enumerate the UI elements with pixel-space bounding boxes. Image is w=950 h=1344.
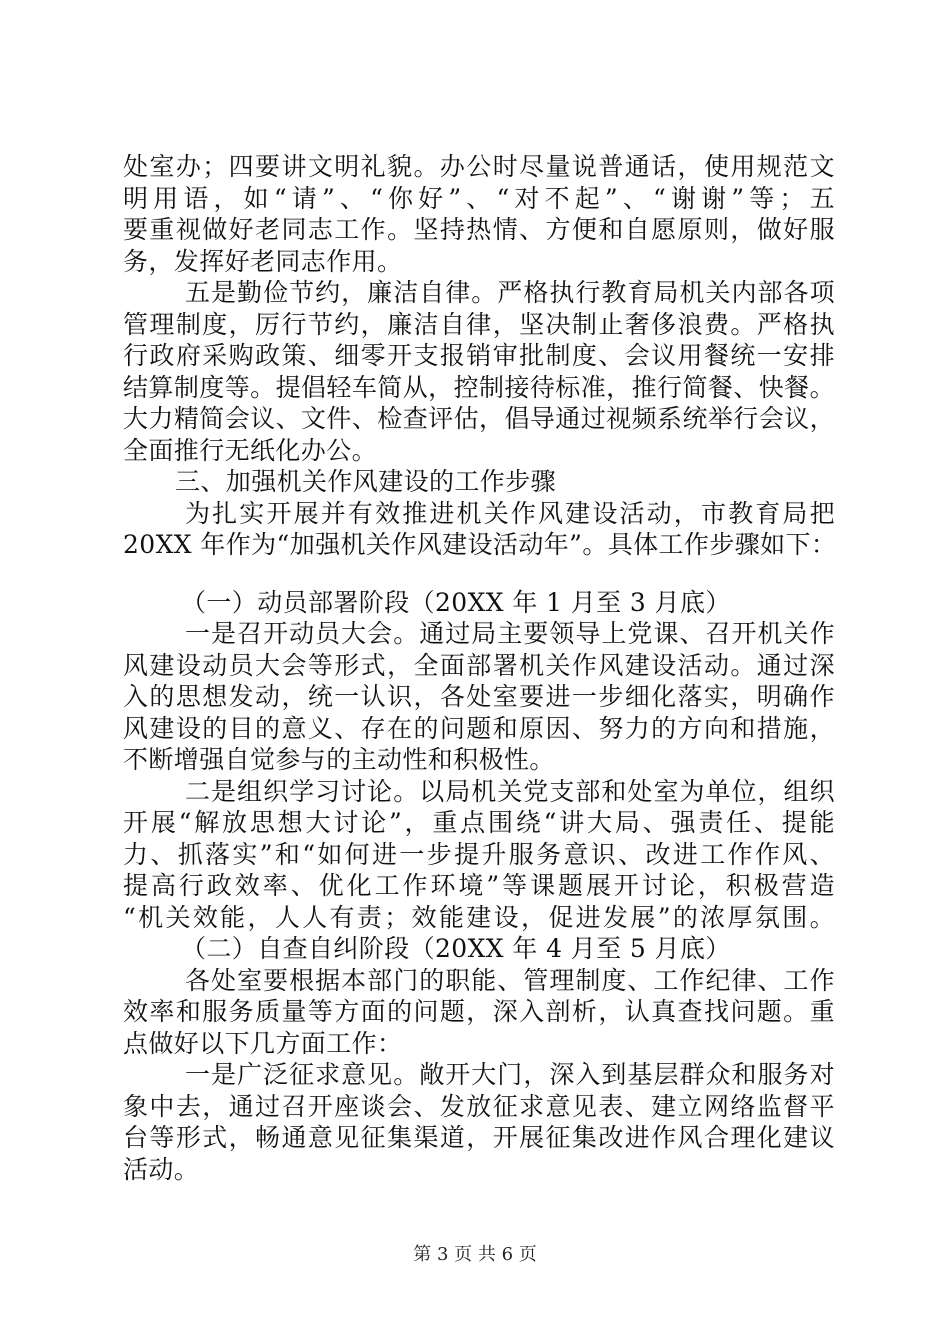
- text-line: 处室办；四要讲文明礼貌。办公时尽量说普通话，使用规范文: [123, 152, 835, 181]
- text-line: 结算制度等。提倡轻车简从，控制接待标准，推行简餐、快餐。: [123, 372, 835, 402]
- text-line: 象中去，通过召开座谈会、发放征求意见表、建立网络监督平: [123, 1091, 835, 1121]
- text-line: 明用语，如“请”、“你好”、“对不起”、“谢谢”等；五: [123, 183, 835, 213]
- text-line: 为扎实开展并有效推进机关作风建设活动，市教育局把: [185, 498, 835, 528]
- text-line: 大力精简会议、文件、检查评估，倡导通过视频系统举行会议，: [123, 404, 835, 433]
- text-line: 开展“解放思想大讨论”，重点围绕“讲大局、强责任、提能: [123, 808, 835, 837]
- text-line: 务，发挥好老同志作用。: [123, 246, 403, 276]
- text-line: 入的思想发动，统一认识，各处室要进一步细化落实，明确作: [123, 682, 835, 711]
- text-line: 一是广泛征求意见。敞开大门，深入到基层群众和服务对: [185, 1060, 835, 1089]
- subsection-heading: （一）动员部署阶段（20XX 年 1 月至 3 月底）: [181, 587, 731, 617]
- paragraph-gap: [123, 561, 835, 587]
- text-line: 力、抓落实”和“如何进一步提升服务意识、改进工作作风、: [123, 839, 835, 869]
- text-line: 活动。: [123, 1154, 200, 1184]
- section-heading: 三、加强机关作风建设的工作步骤: [175, 467, 557, 496]
- text-line: 20XX 年作为“加强机关作风建设活动年”。具体工作步骤如下：: [123, 530, 837, 559]
- text-line: 二是组织学习讨论。以局机关党支部和处室为单位，组织: [185, 776, 835, 806]
- page-number-footer: 第 3 页 共 6 页: [413, 1244, 537, 1265]
- text-line: 台等形式，畅通意见征集渠道，开展征集改进作风合理化建议: [123, 1123, 835, 1152]
- text-line: 点做好以下几方面工作：: [123, 1028, 403, 1058]
- text-line: “机关效能，人人有责；效能建设，促进发展”的浓厚氛围。: [123, 902, 835, 932]
- text-line: 不断增强自觉参与的主动性和积极性。: [123, 745, 555, 774]
- text-line: 效率和服务质量等方面的问题，深入剖析，认真查找问题。重: [123, 997, 835, 1026]
- text-line: 管理制度，厉行节约，廉洁自律，坚决制止奢侈浪费。严格执: [123, 309, 835, 339]
- text-line: 全面推行无纸化办公。: [123, 435, 378, 465]
- text-line: 五是勤俭节约，廉洁自律。严格执行教育局机关内部各项: [185, 278, 835, 307]
- text-line: 一是召开动员大会。通过局主要领导上党课、召开机关作: [185, 619, 835, 648]
- text-line: 各处室要根据本部门的职能、管理制度、工作纪律、工作: [185, 965, 835, 995]
- text-line: 风建设的目的意义、存在的问题和原因、努力的方向和措施，: [123, 713, 835, 743]
- text-line: 风建设动员大会等形式，全面部署机关作风建设活动。通过深: [123, 650, 835, 680]
- text-line: 要重视做好老同志工作。坚持热情、方便和自愿原则，做好服: [123, 215, 835, 244]
- subsection-heading: （二）自查自纠阶段（20XX 年 4 月至 5 月底）: [181, 934, 731, 963]
- text-line: 行政府采购政策、细零开支报销审批制度、会议用餐统一安排: [123, 341, 835, 370]
- document-body: [123, 151, 835, 1185]
- text-line: 提高行政效率、优化工作环境”等课题展开讨论，积极营造: [123, 871, 835, 900]
